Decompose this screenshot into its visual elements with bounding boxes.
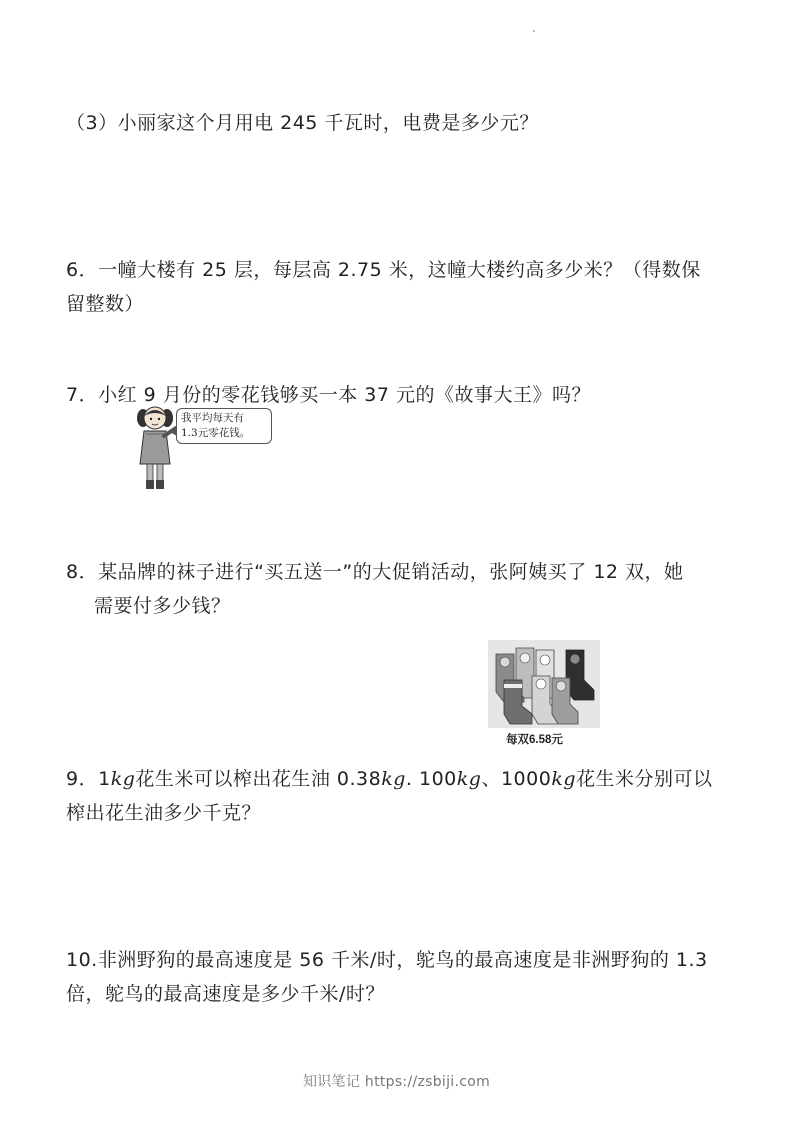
question-9-part-c: . 100 xyxy=(405,768,457,790)
question-9-part-a: 9．1 xyxy=(66,768,111,790)
question-6-line-2: 留整数） xyxy=(66,293,145,315)
question-10-line-2: 倍，鸵鸟的最高速度是多少千米/时？ xyxy=(66,983,385,1005)
question-7-text: 7．小红 9 月份的零花钱够买一本 37 元的《故事大王》吗？ xyxy=(66,384,592,406)
question-9-line-1 xyxy=(66,762,746,796)
socks-image xyxy=(488,640,600,750)
question-9-line-2: 榨出花生油多少千克？ xyxy=(66,802,262,824)
speech-bubble-line-1: 我平均每天有 xyxy=(181,412,244,424)
unit-kg-3: kg xyxy=(456,768,482,790)
girl-illustration xyxy=(134,404,284,494)
question-6 xyxy=(66,253,746,321)
unit-kg-2: kg xyxy=(381,768,406,790)
question-8 xyxy=(66,555,746,623)
scan-dot xyxy=(533,30,535,32)
question-10 xyxy=(66,943,746,1011)
question-10-line-1: 10.非洲野狗的最高速度是 56 千米/时，鸵鸟的最高速度是非洲野狗的 1.3 xyxy=(66,949,708,971)
speech-bubble xyxy=(176,408,272,444)
question-9 xyxy=(66,762,746,830)
question-9-part-e: 花生米分别可以 xyxy=(576,768,713,790)
unit-kg-1: kg xyxy=(110,768,136,790)
unit-kg-4: kg xyxy=(551,768,577,790)
question-8-line-1: 8．某品牌的袜子进行“买五送一”的大促销活动，张阿姨买了 12 双，她 xyxy=(66,561,684,583)
question-8-line-2: 需要付多少钱？ xyxy=(94,595,231,617)
speech-bubble-line-2: 1.3元零花钱。 xyxy=(181,427,251,439)
socks-price-caption: 每双6.58元 xyxy=(506,734,563,746)
question-3-text: （3）小丽家这个月用电 245 千瓦时，电费是多少元？ xyxy=(66,112,539,134)
socks-icon xyxy=(488,640,600,728)
question-9-part-b: 花生米可以榨出花生油 0.38 xyxy=(135,768,382,790)
question-6-line-1: 6．一幢大楼有 25 层，每层高 2.75 米，这幢大楼约高多少米？（得数保 xyxy=(66,259,701,281)
question-3 xyxy=(66,106,746,140)
socks-photo xyxy=(488,640,600,728)
question-9-part-d: 、1000 xyxy=(481,768,552,790)
footer-watermark: 知识笔记 https://zsbiji.com xyxy=(302,1074,491,1090)
